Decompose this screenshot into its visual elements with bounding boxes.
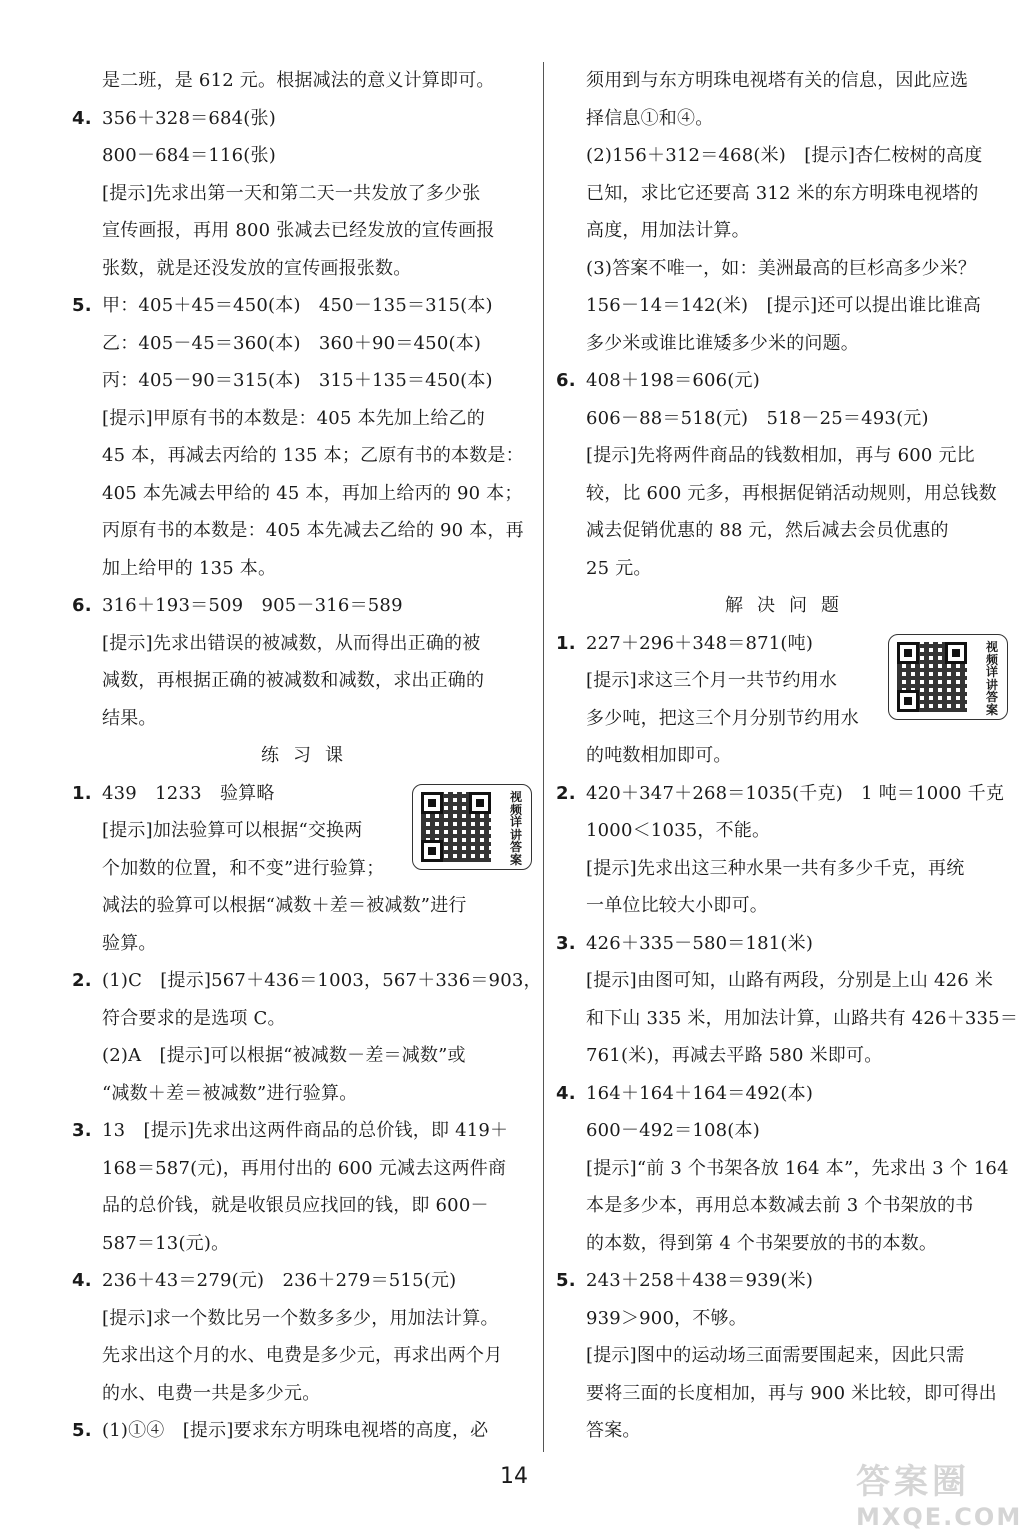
text-line (72, 1037, 532, 1075)
text-line (72, 1300, 532, 1338)
text-line (556, 325, 1008, 363)
line-text: 解决问题 (725, 595, 853, 616)
line-text: 426＋335－580＝181(米) (586, 932, 814, 954)
question-number: 1. (556, 632, 576, 654)
text-line (556, 737, 1008, 775)
line-text: [提示]求这三个月一共节约用水 (586, 670, 838, 691)
line-text: 本是多少本，再用总本数减去前 3 个书架放的书 (586, 1195, 974, 1216)
text-line (72, 1262, 532, 1300)
line-text: 和下山 335 米，用加法计算，山路共有 426＋335＝ (586, 1007, 1019, 1029)
text-line (72, 962, 542, 1000)
line-text: 宣传画报，再用 800 张减去已经发放的宣传画报 (102, 220, 495, 241)
line-text: 须用到与东方明珠电视塔有关的信息，因此应选 (586, 70, 969, 91)
qr-video-label: 视频详讲答案 (985, 640, 998, 717)
watermark-url: MXQE.COM (856, 1503, 1023, 1531)
text-line (556, 62, 1008, 100)
text-line (72, 1187, 532, 1225)
line-text: 是二班，是 612 元。根据减法的意义计算即可。 (102, 70, 495, 91)
line-text: [提示]由图可知，山路有两段，分别是上山 426 米 (586, 970, 994, 991)
line-text: 的水、电费一共是多少元。 (102, 1382, 321, 1404)
text-line (72, 325, 532, 363)
text-line (72, 1075, 532, 1113)
line-text: 800－684＝116(张) (102, 145, 276, 166)
line-text: 甲：405＋45＝450(本) 450－135＝315(本) (102, 295, 493, 316)
line-text: 减数，再根据正确的被减数和减数，求出正确的 (102, 670, 485, 691)
question-number: 6. (72, 595, 92, 616)
text-line (72, 475, 532, 513)
text-line (556, 1225, 1008, 1263)
question-number: 4. (556, 1082, 576, 1104)
text-line (72, 887, 532, 925)
text-line (556, 1300, 1008, 1338)
text-line (72, 925, 532, 963)
line-text: 择信息①和④。 (586, 107, 714, 129)
line-text: 356＋328＝684(张) (102, 107, 276, 129)
watermark-text: 答案圈 (856, 1462, 970, 1502)
qr-video-label: 视频详讲答案 (509, 790, 522, 867)
line-text: “减数＋差＝被减数”进行验算。 (102, 1082, 358, 1104)
line-text: 较，比 600 元多，再根据促销活动规则，用总钱数 (586, 482, 997, 504)
right-column (556, 62, 1019, 1450)
line-text: 164＋164＋164＝492(本) (586, 1082, 814, 1104)
text-line (556, 1150, 1008, 1188)
text-line (556, 887, 1008, 925)
line-text: 13 [提示]先求出这两件商品的总价钱，即 419＋ (102, 1120, 509, 1141)
text-line (72, 100, 532, 138)
text-line (556, 850, 1008, 888)
text-line (72, 700, 532, 738)
line-text: [提示]“前 3 个书架各放 164 本”，先求出 3 个 164 (586, 1157, 1009, 1179)
question-number: 1. (72, 782, 92, 804)
line-text: 316＋193＝509 905－316＝589 (102, 595, 403, 616)
line-text: 168＝587(元)，再用付出的 600 元减去这两件商 (102, 1157, 507, 1179)
line-text: 多少米或谁比谁矮多少米的问题。 (586, 332, 859, 354)
text-line (556, 1187, 1008, 1225)
line-text: (3)答案不唯一，如：美洲最高的巨杉高多少米？ (586, 257, 977, 279)
line-text: (2)A [提示]可以根据“被减数－差＝减数”或 (102, 1045, 466, 1066)
watermark-logo (856, 1454, 1023, 1531)
line-text: 587＝13(元)。 (102, 1232, 230, 1254)
text-line (556, 212, 1008, 250)
text-line (72, 550, 532, 588)
text-line (72, 1375, 532, 1413)
question-number: 4. (72, 107, 92, 129)
line-text: 25 元。 (586, 557, 652, 579)
question-number: 5. (556, 1270, 576, 1291)
left-column (72, 62, 542, 1450)
text-line (72, 1412, 532, 1450)
line-text: (1)C [提示]567＋436＝1003，567＋336＝903， (102, 970, 542, 991)
line-text: [提示]先将两件商品的钱数相加，再与 600 元比 (586, 445, 975, 466)
text-line (556, 175, 1008, 213)
text-line (556, 362, 1008, 400)
text-line (556, 512, 1008, 550)
line-text: 1000＜1035，不能。 (586, 820, 771, 841)
line-text: 已知，求比它还要高 312 米的东方明珠电视塔的 (586, 182, 979, 204)
text-line (556, 812, 1008, 850)
line-text: [提示]图中的运动场三面需要围起来，因此只需 (586, 1345, 965, 1366)
line-text: 420＋347＋268＝1035(千克) 1 吨＝1000 千克 (586, 782, 1005, 804)
line-text: 一单位比较大小即可。 (586, 895, 768, 916)
text-line (556, 437, 1008, 475)
text-line (72, 212, 532, 250)
line-text: 品的总价钱，就是收银员应找回的钱，即 600－ (102, 1195, 489, 1216)
text-line (72, 362, 532, 400)
line-text: 的吨数相加即可。 (586, 745, 732, 766)
question-number: 2. (72, 970, 92, 991)
text-line (556, 1375, 1008, 1413)
question-number: 5. (72, 1420, 92, 1441)
text-line (72, 250, 532, 288)
line-text: 243＋258＋438＝939(米) (586, 1270, 814, 1291)
text-line (72, 1337, 532, 1375)
line-text: [提示]先求出这三种水果一共有多少千克，再统 (586, 857, 965, 879)
line-text: 乙：405－45＝360(本) 360＋90＝450(本) (102, 332, 482, 354)
line-text: 939＞900，不够。 (586, 1307, 747, 1329)
line-text: 要将三面的长度相加，再与 900 米比较，即可得出 (586, 1382, 997, 1404)
line-text: 符合要求的是选项 C。 (102, 1007, 286, 1029)
line-text: 张数，就是还没发放的宣传画报张数。 (102, 257, 412, 279)
text-line (72, 1112, 532, 1150)
line-text: 408＋198＝606(元) (586, 370, 760, 391)
text-line (556, 1112, 1008, 1150)
line-text: 600－492＝108(本) (586, 1120, 760, 1141)
text-line (556, 1412, 1008, 1450)
line-text: (1)①④ [提示]要求东方明珠电视塔的高度，必 (102, 1420, 489, 1441)
line-text: 227＋296＋348＝871(吨) (586, 632, 814, 654)
text-line (556, 100, 1008, 138)
line-text: [提示]先求出错误的被减数，从而得出正确的被 (102, 632, 481, 654)
line-text: 丙原有书的本数是：405 本先减去乙给的 90 本，再 (102, 520, 524, 541)
page-number: 14 (500, 1464, 528, 1489)
section-title (556, 587, 1008, 625)
text-line (72, 625, 532, 663)
text-line (556, 287, 1008, 325)
text-line (556, 1000, 1019, 1038)
line-text: 多少吨，把这三个月分别节约用水 (586, 707, 859, 729)
text-line (556, 1262, 1008, 1300)
section-title (72, 737, 532, 775)
text-line (72, 137, 532, 175)
line-text: 结果。 (102, 707, 157, 729)
line-text: 439 1233 验算略 (102, 782, 275, 804)
text-line (556, 1037, 1008, 1075)
text-line (72, 287, 532, 325)
line-text: [提示]求一个数比另一个数多多少，用加法计算。 (102, 1307, 499, 1329)
text-line (72, 662, 532, 700)
text-line (556, 925, 1008, 963)
text-line (72, 175, 532, 213)
question-number: 2. (556, 782, 576, 804)
text-line (72, 437, 532, 475)
line-text: (2)156＋312＝468(米) [提示]杏仁桉树的高度 (586, 145, 983, 166)
line-text: 先求出这个月的水、电费是多少元，再求出两个月 (102, 1345, 503, 1366)
text-line (556, 137, 1008, 175)
line-text: 验算。 (102, 932, 157, 954)
text-line (556, 962, 1008, 1000)
question-number: 4. (72, 1270, 92, 1291)
line-text: 练习课 (261, 745, 357, 766)
question-number: 3. (72, 1120, 92, 1141)
text-line (72, 1225, 532, 1263)
text-line (556, 550, 1008, 588)
text-line (556, 1075, 1008, 1113)
text-line (72, 587, 532, 625)
question-number: 5. (72, 295, 92, 316)
line-text: 丙：405－90＝315(本) 315＋135＝450(本) (102, 370, 493, 391)
text-line (72, 62, 532, 100)
line-text: 45 本，再减去丙给的 135 本；乙原有书的本数是： (102, 445, 524, 466)
line-text: [提示]先求出第一天和第二天一共发放了多少张 (102, 182, 481, 204)
line-text: 个加数的位置，和不变”进行验算； (102, 857, 385, 879)
line-text: 高度，用加法计算。 (586, 220, 750, 241)
text-line (556, 250, 1008, 288)
text-line (72, 512, 532, 550)
qr-code-practice[interactable] (412, 784, 532, 870)
qr-code-solve[interactable] (888, 634, 1008, 720)
line-text: 156－14＝142(米) [提示]还可以提出谁比谁高 (586, 295, 982, 316)
line-text: 的本数，得到第 4 个书架要放的书的本数。 (586, 1232, 938, 1254)
line-text: 761(米)，再减去平路 580 米即可。 (586, 1045, 883, 1066)
line-text: 405 本先减去甲给的 45 本，再加上给丙的 90 本； (102, 482, 523, 504)
line-text: 606－88＝518(元) 518－25＝493(元) (586, 407, 929, 429)
question-number: 6. (556, 370, 576, 391)
question-number: 3. (556, 932, 576, 954)
column-divider (543, 62, 544, 1452)
text-line (556, 775, 1008, 813)
text-line (72, 1150, 532, 1188)
line-text: 减法的验算可以根据“减数＋差＝被减数”进行 (102, 895, 467, 916)
text-line (556, 1337, 1008, 1375)
line-text: 加上给甲的 135 本。 (102, 557, 277, 579)
text-line (556, 475, 1008, 513)
line-text: [提示]甲原有书的本数是：405 本先加上给乙的 (102, 407, 485, 429)
line-text: 减去促销优惠的 88 元，然后减去会员优惠的 (586, 520, 949, 541)
line-text: 236＋43＝279(元) 236＋279＝515(元) (102, 1270, 457, 1291)
text-line (556, 400, 1008, 438)
text-line (72, 400, 532, 438)
text-line (72, 1000, 532, 1038)
line-text: 答案。 (586, 1420, 641, 1441)
line-text: [提示]加法验算可以根据“交换两 (102, 820, 363, 841)
